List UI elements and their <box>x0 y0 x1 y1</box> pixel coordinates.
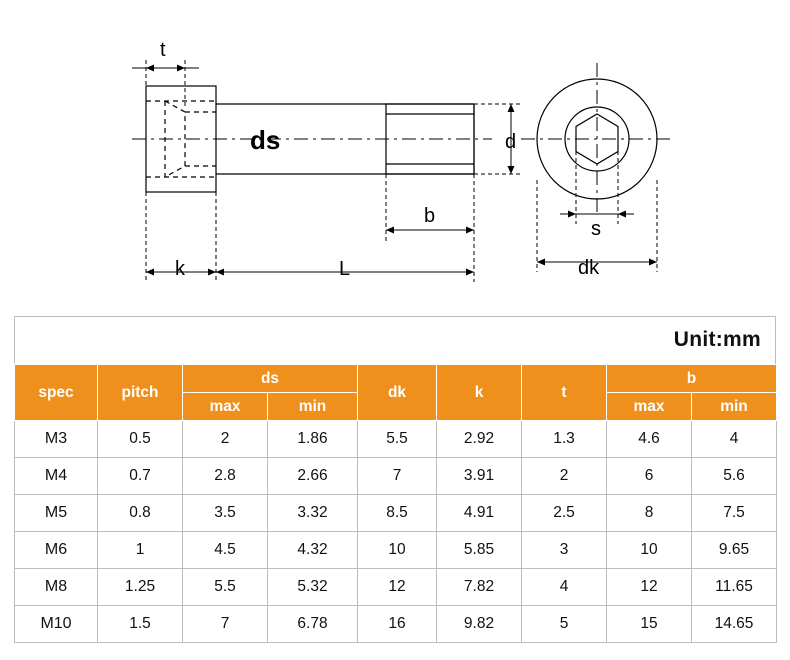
cell-b-max: 10 <box>607 532 692 569</box>
cell-b-max: 12 <box>607 569 692 606</box>
cell-dk: 7 <box>358 458 437 495</box>
unit-row <box>14 316 776 364</box>
label-L: L <box>339 258 351 280</box>
cell-dk: 5.5 <box>358 421 437 458</box>
cell-t: 5 <box>522 606 607 643</box>
cell-t: 2.5 <box>522 495 607 532</box>
cell-k: 4.91 <box>437 495 522 532</box>
table-row <box>15 569 777 606</box>
cell-ds-min: 3.32 <box>268 495 358 532</box>
header-b-min: min <box>692 393 777 421</box>
header-dk: dk <box>358 365 437 421</box>
cell-spec: M6 <box>15 532 98 569</box>
cell-ds-max: 7 <box>183 606 268 643</box>
label-b: b <box>424 205 436 227</box>
cell-k: 9.82 <box>437 606 522 643</box>
cell-spec: M10 <box>15 606 98 643</box>
cell-b-min: 4 <box>692 421 777 458</box>
cell-pitch: 1.5 <box>98 606 183 643</box>
cell-t: 3 <box>522 532 607 569</box>
cell-b-max: 6 <box>607 458 692 495</box>
table-row <box>15 495 777 532</box>
header-t: t <box>522 365 607 421</box>
cell-pitch: 0.7 <box>98 458 183 495</box>
cell-ds-min: 4.32 <box>268 532 358 569</box>
cell-t: 2 <box>522 458 607 495</box>
cell-k: 2.92 <box>437 421 522 458</box>
label-t: t <box>160 39 166 61</box>
cell-b-min: 14.65 <box>692 606 777 643</box>
header-b: b <box>607 365 777 393</box>
cell-b-max: 15 <box>607 606 692 643</box>
cell-ds-max: 4.5 <box>183 532 268 569</box>
cell-t: 1.3 <box>522 421 607 458</box>
cell-k: 3.91 <box>437 458 522 495</box>
header-b-max: max <box>607 393 692 421</box>
cell-ds-max: 3.5 <box>183 495 268 532</box>
cell-b-min: 9.65 <box>692 532 777 569</box>
label-k: k <box>175 258 185 280</box>
screw-dimension-drawing <box>0 0 790 310</box>
cell-ds-min: 1.86 <box>268 421 358 458</box>
header-pitch: pitch <box>98 365 183 421</box>
header-k: k <box>437 365 522 421</box>
cell-pitch: 0.8 <box>98 495 183 532</box>
cell-b-max: 4.6 <box>607 421 692 458</box>
cell-dk: 16 <box>358 606 437 643</box>
cell-ds-max: 2 <box>183 421 268 458</box>
label-dk: dk <box>578 257 600 279</box>
cell-dk: 12 <box>358 569 437 606</box>
cell-ds-min: 5.32 <box>268 569 358 606</box>
cell-b-min: 7.5 <box>692 495 777 532</box>
cell-dk: 10 <box>358 532 437 569</box>
cell-k: 5.85 <box>437 532 522 569</box>
cell-dk: 8.5 <box>358 495 437 532</box>
cell-spec: M5 <box>15 495 98 532</box>
table-body <box>15 421 777 643</box>
header-ds-min: min <box>268 393 358 421</box>
table-header <box>15 365 777 421</box>
cell-spec: M3 <box>15 421 98 458</box>
label-s: s <box>591 218 601 240</box>
cell-pitch: 1.25 <box>98 569 183 606</box>
cell-ds-max: 2.8 <box>183 458 268 495</box>
cell-b-max: 8 <box>607 495 692 532</box>
cell-t: 4 <box>522 569 607 606</box>
cell-spec: M8 <box>15 569 98 606</box>
cell-b-min: 11.65 <box>692 569 777 606</box>
cell-pitch: 1 <box>98 532 183 569</box>
table-row <box>15 458 777 495</box>
table-row <box>15 532 777 569</box>
spec-table <box>14 364 777 643</box>
label-d: d <box>505 131 517 153</box>
cell-k: 7.82 <box>437 569 522 606</box>
table-header-row-1 <box>15 365 777 393</box>
header-ds-max: max <box>183 393 268 421</box>
unit-label: Unit:mm <box>673 328 761 351</box>
cell-ds-min: 2.66 <box>268 458 358 495</box>
cell-ds-max: 5.5 <box>183 569 268 606</box>
header-ds: ds <box>183 365 358 393</box>
table-row <box>15 606 777 643</box>
cell-ds-min: 6.78 <box>268 606 358 643</box>
cell-spec: M4 <box>15 458 98 495</box>
cell-pitch: 0.5 <box>98 421 183 458</box>
header-spec: spec <box>15 365 98 421</box>
table-row <box>15 421 777 458</box>
label-ds: ds <box>250 125 281 155</box>
cell-b-min: 5.6 <box>692 458 777 495</box>
